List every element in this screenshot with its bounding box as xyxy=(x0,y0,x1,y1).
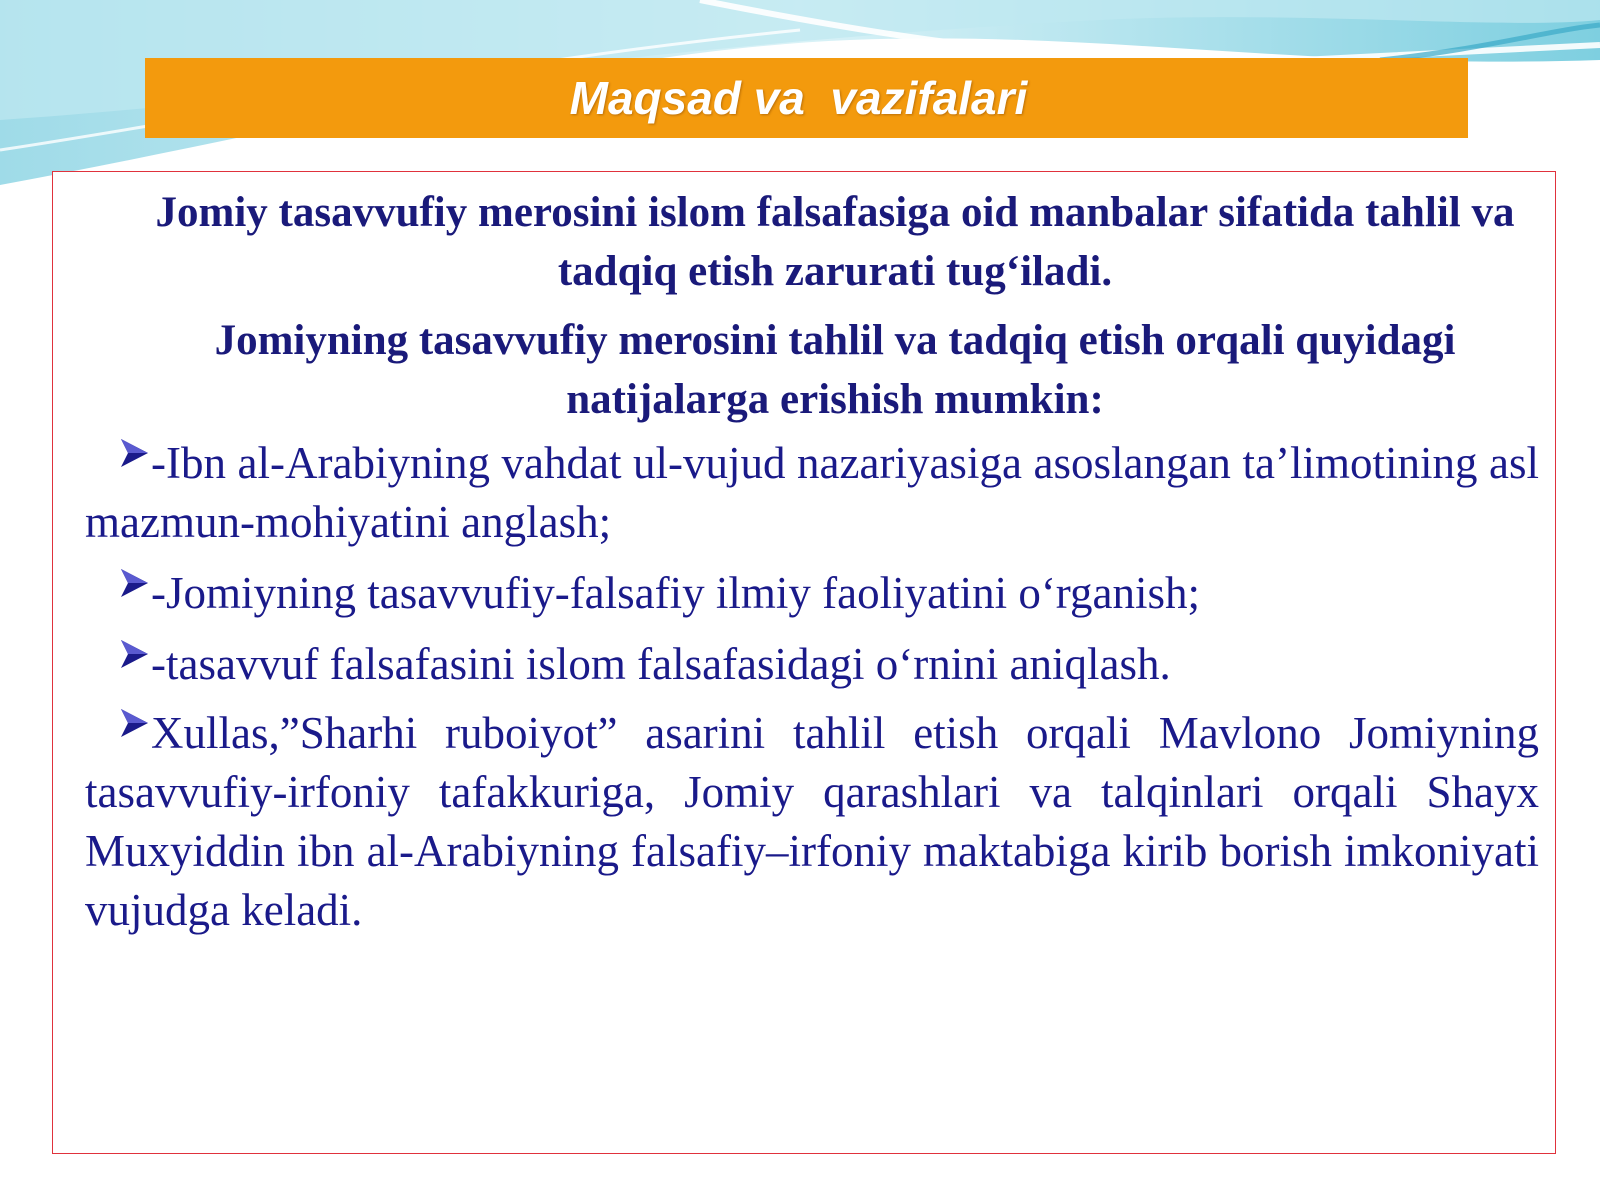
title-bar xyxy=(145,58,1468,138)
bullet-text: -Ibn al-Arabiyning vahdat ul-vujud nazariyasiga asoslangan ta’limotining asl mazmun-mohiyatini anglash; xyxy=(85,438,1539,547)
arrowhead-bullet-icon xyxy=(117,566,151,600)
arrowhead-bullet-icon xyxy=(117,436,151,470)
arrowhead-bullet-icon xyxy=(117,706,151,740)
intro-paragraph-1: Jomiy tasavvufiy merosini islom falsafasiga oid manbalar sifatida tahlil va tadqiq etish zarurati tug‘iladi. xyxy=(155,189,1515,295)
bullet-item xyxy=(85,564,1539,623)
bullet-item xyxy=(85,434,1539,552)
bullet-text: Xullas,”Sharhi ruboiyot” asarini tahlil etish orqali Mavlono Jomiyning tasavvufiy-irfoniy tafakkuriga, Jomiy qarashlari va talqinlari orqali Shayx Muxyiddin ibn al-Arabiyning falsafiy–irfoniy maktabiga kirib borish imkoniyati vujudga keladi. xyxy=(85,708,1539,935)
arrowhead-bullet-icon xyxy=(117,637,151,671)
content-box xyxy=(52,171,1556,1154)
slide-title: Maqsad va vazifalari xyxy=(569,72,1028,124)
bullet-text: -Jomiyning tasavvufiy-falsafiy ilmiy faoliyatini o‘rganish; xyxy=(151,568,1200,618)
bullet-item xyxy=(85,704,1539,940)
intro-paragraph-2: Jomiyning tasavvufiy merosini tahlil va tadqiq etish orqali quyidagi natijalarga erishish mumkin: xyxy=(214,317,1456,423)
bullet-item xyxy=(85,635,1539,694)
bullet-text: -tasavvuf falsafasini islom falsafasidagi o‘rnini aniqlash. xyxy=(151,639,1171,689)
